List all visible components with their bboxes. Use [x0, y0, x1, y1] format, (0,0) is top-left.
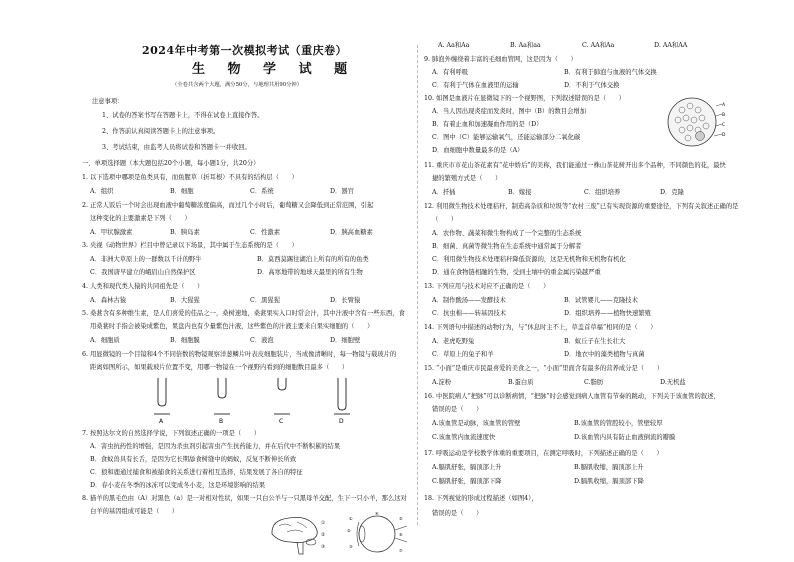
question-stem: 11. 重庆市市花山茶花素有“花中娇后”的美称，我们能通过一株山茶花树开出多个品种，不同颜色的花，最快 [424, 162, 726, 169]
option[interactable]: A．制作酸汤——发酵技术 [432, 297, 506, 304]
option[interactable]: C．狼和鹿通过捕食和被捕食的关系进行着相互选择，结果发展了各自的特征 [90, 469, 303, 476]
option[interactable]: B．有着止血和加速凝血作用的是（D） [432, 121, 543, 128]
option[interactable]: D．克隆 [660, 189, 684, 196]
option[interactable]: D．春小麦在冬季的冰冻可以变成冬小麦，这是环境影响的结果 [90, 482, 266, 489]
option[interactable]: A.膈肌舒张，膈顶部上升 [432, 464, 502, 471]
question-stem: 5. 桑葚含有多种维生素，是人们喜爱的佳品之一，桑树速地，桑葚果实入口时常会汁，其中汁液中含有一些东西，食 [82, 310, 405, 317]
question-stem: 16. 中医院病人“把脉”可以诊断病情，“把脉”时会感觉到病人血管有节奏的跳动，下列关于该血管的叙述， [424, 393, 720, 400]
tube-label: D [339, 418, 344, 425]
question-stem: 17. 呼吸运动是学校教学体重的重要项目，在测定呼吸时，下列描述正确的是（ ） [424, 450, 663, 457]
objective-lens-b [214, 378, 230, 414]
option[interactable]: C.脂肪 [584, 379, 604, 386]
question-stem-continued: 这种变化的主要激素是下列（ ） [90, 215, 191, 222]
option[interactable]: A．组织 [90, 188, 114, 195]
option[interactable]: D．细胞壁 [330, 337, 361, 344]
option[interactable]: C．草原上的兔子和羊 [432, 351, 494, 358]
option[interactable]: A．有利呼吸 [432, 69, 469, 76]
question-stem-continued: 捷的繁殖方式是（ ） [432, 175, 502, 182]
question-stem: 18. 下列视觉的形成过程描述（如图4）， [424, 495, 538, 502]
option[interactable]: D．组织培养——植物快速繁殖 [564, 310, 651, 317]
option[interactable]: C．组织培养 [584, 189, 621, 196]
svg-text:①: ① [349, 516, 353, 521]
objective-lens-figure [152, 376, 382, 426]
option[interactable]: D. AA和AA [654, 42, 688, 49]
exam-title: 2024年中考第一次模拟考试（重庆卷） [142, 44, 348, 57]
question-stem-continued: 白羊的基因组成可能是（ ） [90, 508, 179, 515]
option[interactable]: A．当人因出现炎症而发炎时，图中（B）的数目会增加 [432, 108, 587, 115]
svg-text:②: ② [321, 533, 326, 538]
option[interactable]: B. Aa和aa [510, 42, 541, 49]
svg-text:⑦: ⑦ [399, 548, 403, 553]
svg-text:⑥: ⑥ [399, 532, 403, 537]
svg-text:④: ④ [375, 512, 379, 516]
option[interactable]: D.膈肌收缩，膈顶部下降 [574, 478, 644, 485]
option[interactable]: D．胰高血糖素 [330, 229, 373, 236]
svg-text:①: ① [321, 521, 326, 526]
tube-label: A [159, 418, 164, 425]
question-stem: 14. 下列语句中描述的动物行为，与“休息时主不上，草盖首草福”相同的是（ ） [424, 324, 657, 331]
option[interactable]: B.蛋白质 [508, 379, 534, 386]
option[interactable]: C．抗虫棉——转基因技术 [432, 310, 507, 317]
option[interactable]: B．嫁接 [508, 189, 532, 196]
option[interactable]: C．我国唐早建立的峨眉山自然保护区 [90, 269, 196, 276]
option[interactable]: A.该血管是动脉，该血管的管壁 [432, 420, 521, 427]
option[interactable]: D．血细胞中数量最多的是（A） [432, 147, 524, 154]
question-stem: 4. 人类和现代类人猿的共同祖先是（ ） [82, 283, 204, 290]
tube-label: B [219, 418, 224, 425]
objective-lens-c [274, 378, 290, 414]
blood-smear-figure [664, 92, 726, 152]
option[interactable]: D．不利于气体交换 [564, 82, 620, 89]
question-stem: 15. “小面”是重庆市民最喜爱的美食之一，“小面”里面含有最多的营养成分是（ ） [424, 365, 663, 372]
option[interactable]: D．高寒地带的地球天最里的所有生物 [257, 269, 363, 276]
tube-label: C [279, 418, 284, 425]
option[interactable]: B．蚁丘子在生长壮大 [564, 338, 626, 345]
brain-eye-figure [267, 512, 412, 558]
option[interactable]: B.膈肌收缩，膈顶部上升 [574, 464, 644, 471]
option[interactable]: B．食蚁兽具有长舌，是因为它长期舔食树缝中的蚂蚁，反复不断伸长所致 [90, 456, 297, 463]
option[interactable]: C．图中（C）能够运输氧气，还能运输部分二氧化碳 [432, 134, 581, 141]
notes-heading: 注意事项： [92, 98, 124, 105]
question-stem: 9. 肺泡外缠绕着丰富的毛细血管网，这是因为（ ） [424, 56, 577, 63]
blood-label: B [722, 113, 726, 118]
section-heading: 一、单项选择题（本大题包括20个小题，每小题1分，共20分） [82, 160, 260, 167]
column-divider [417, 45, 418, 525]
question-stem: 12. 利用微生物技术处理秸秆，制造高杂质和垃圾等“农村三废”已有实现资源的重要途径，下列有关叙述正确的是 [424, 203, 739, 210]
question-stem: 2. 正常人饭后一个时会出现血液中葡萄糖浓度偏高，而过几个小时后，葡萄糖又会降低到正常范围，引起 [82, 202, 374, 209]
option[interactable]: C.该血管内血流速度快 [432, 434, 496, 441]
note-item: 1、试卷的答案书写在答题卡上，不得在试卷上直接作答。 [102, 112, 264, 119]
option[interactable]: B．有利于肺泡与血液的气体交换 [564, 69, 657, 76]
option[interactable]: A．甲状腺激素 [90, 229, 133, 236]
option[interactable]: A．非洲大草原上的一群数以千计的野牛 [90, 256, 202, 263]
option[interactable]: D.该血管内具有防止血液倒流的瓣膜 [574, 434, 676, 441]
option[interactable]: C．系统 [250, 188, 274, 195]
question-stem: 8. 猫羊的黑毛色由（A）对黑色（a）是一对相对性状，如果一只白公羊与一只黑母羊交配，生下一只小羊，那么这对 [82, 495, 407, 502]
option[interactable]: D.无机盐 [660, 379, 686, 386]
option[interactable]: A.淀粉 [432, 379, 452, 386]
option[interactable]: C．性激素 [250, 229, 281, 236]
option[interactable]: C．利用微生物技术处理秸秆降低资源的，这是无机物和无机物有机化 [432, 256, 626, 263]
blood-label: A [722, 103, 726, 108]
option[interactable]: C. AA和Aa [582, 42, 615, 49]
question-stem-continued: 错误的是（ ） [432, 510, 483, 517]
question-stem-continued: （ ） [432, 216, 458, 223]
exam-subtitle: （全卷共含两个大题，满分50分，与地理共用90分钟） [172, 82, 303, 88]
option[interactable]: B.该血管的管腔较小，管壁较厚 [574, 420, 663, 427]
question-stem: 7. 按照达尔文的自然选择学说，下列叙述正确的一项是（ ） [82, 430, 261, 437]
objective-lens-a [154, 378, 170, 414]
option[interactable]: A．害虫抗药性的增强，是因为杀虫剂引起害虫产生抗药能力，并在后代中不断积累的结果 [90, 443, 341, 450]
option[interactable]: B．胰岛素 [170, 229, 200, 236]
svg-text:③: ③ [349, 544, 353, 549]
option[interactable]: C．黑猩猩 [250, 297, 281, 304]
question-stem: 10. 如图是血液片在显微镜下的一个视野图，下列叙述错误的是（ ） [424, 95, 625, 102]
option[interactable]: D．地衣中的藻类植物与真菌 [564, 351, 645, 358]
question-stem-continued: 用桑葚时手指会被染成紫色，果盘内也有少量紫色汁液，这些紫色的汁液主要来自果实细胞的（ ） [90, 323, 374, 330]
brain-diagram [272, 517, 325, 554]
option[interactable]: A．农作物、蔬菜和微生物构成了一个完整的生态系统 [432, 230, 582, 237]
question-stem: 3. 央视《动物世界》栏目中曾记录以下场景，其中属于生态系统的是（ ） [82, 242, 298, 249]
objective-lens-d [334, 378, 350, 414]
question-stem: 1. 以下选项中哪项是鱼类具有，而鱼腥草（折耳根）不具有的结构层（ ） [82, 174, 298, 181]
eye-diagram [347, 512, 407, 553]
option[interactable]: A．扦插 [432, 189, 456, 196]
option[interactable]: B．细菌、真菌等微生物在生态系统中通常属于分解者 [432, 243, 582, 250]
option[interactable]: B．大猩猩 [170, 297, 200, 304]
option[interactable]: C．液泡 [250, 337, 274, 344]
option[interactable]: B．细胞 [170, 188, 194, 195]
subject-title: 生 物 学 试 题 [192, 62, 357, 77]
svg-text:②: ② [347, 528, 351, 533]
option[interactable]: C．有利于气体在血液里的运输 [432, 82, 519, 89]
note-item: 2、作答前认真阅读答题卡上的注意事项。 [102, 128, 220, 135]
option[interactable]: B．试管婴儿——克隆技术 [564, 297, 638, 304]
svg-text:⑤: ⑤ [399, 516, 403, 521]
blood-label: C [722, 123, 726, 128]
option[interactable]: A. Aa和Aa [438, 42, 470, 49]
svg-text:③: ③ [321, 545, 326, 550]
option[interactable]: A．森林古猿 [90, 297, 127, 304]
question-stem-continued: 错误的是（ ） [432, 406, 483, 413]
question-stem: 6. 用显微镜的一个目镜和4个不同倍数的物镜观察洋葱鳞片叶表皮细胞装片，当成像清晰时，每一物镜与载玻片的 [82, 351, 397, 358]
option[interactable]: D．长臂猿 [330, 297, 361, 304]
question-stem: 13. 下列应用与技术对应不正确的是（ ） [424, 283, 550, 290]
option[interactable]: D．器官 [330, 188, 354, 195]
option[interactable]: A．细胞质 [90, 337, 120, 344]
question-stem-continued: 距离如图所示，如果载玻片位置不变，用哪一物镜在一个视野内看到的细胞数目最多（ ） [90, 364, 349, 371]
option[interactable]: A．老虎吃野兔 [432, 338, 475, 345]
option[interactable]: D．通在食物链相融的生物，受到土壤中的重金属污染越严重 [432, 269, 601, 276]
option[interactable]: B．莫西莫踢往湖泊上所有的所有的鱼类 [257, 256, 369, 263]
option[interactable]: B．细胞膜 [170, 337, 200, 344]
note-item: 3、考试结束，由监考人员将试卷和答题卡一并收回。 [102, 144, 251, 151]
blood-label: D [722, 133, 726, 138]
option[interactable]: C.膈肌舒张，膈顶部下降 [432, 478, 502, 485]
